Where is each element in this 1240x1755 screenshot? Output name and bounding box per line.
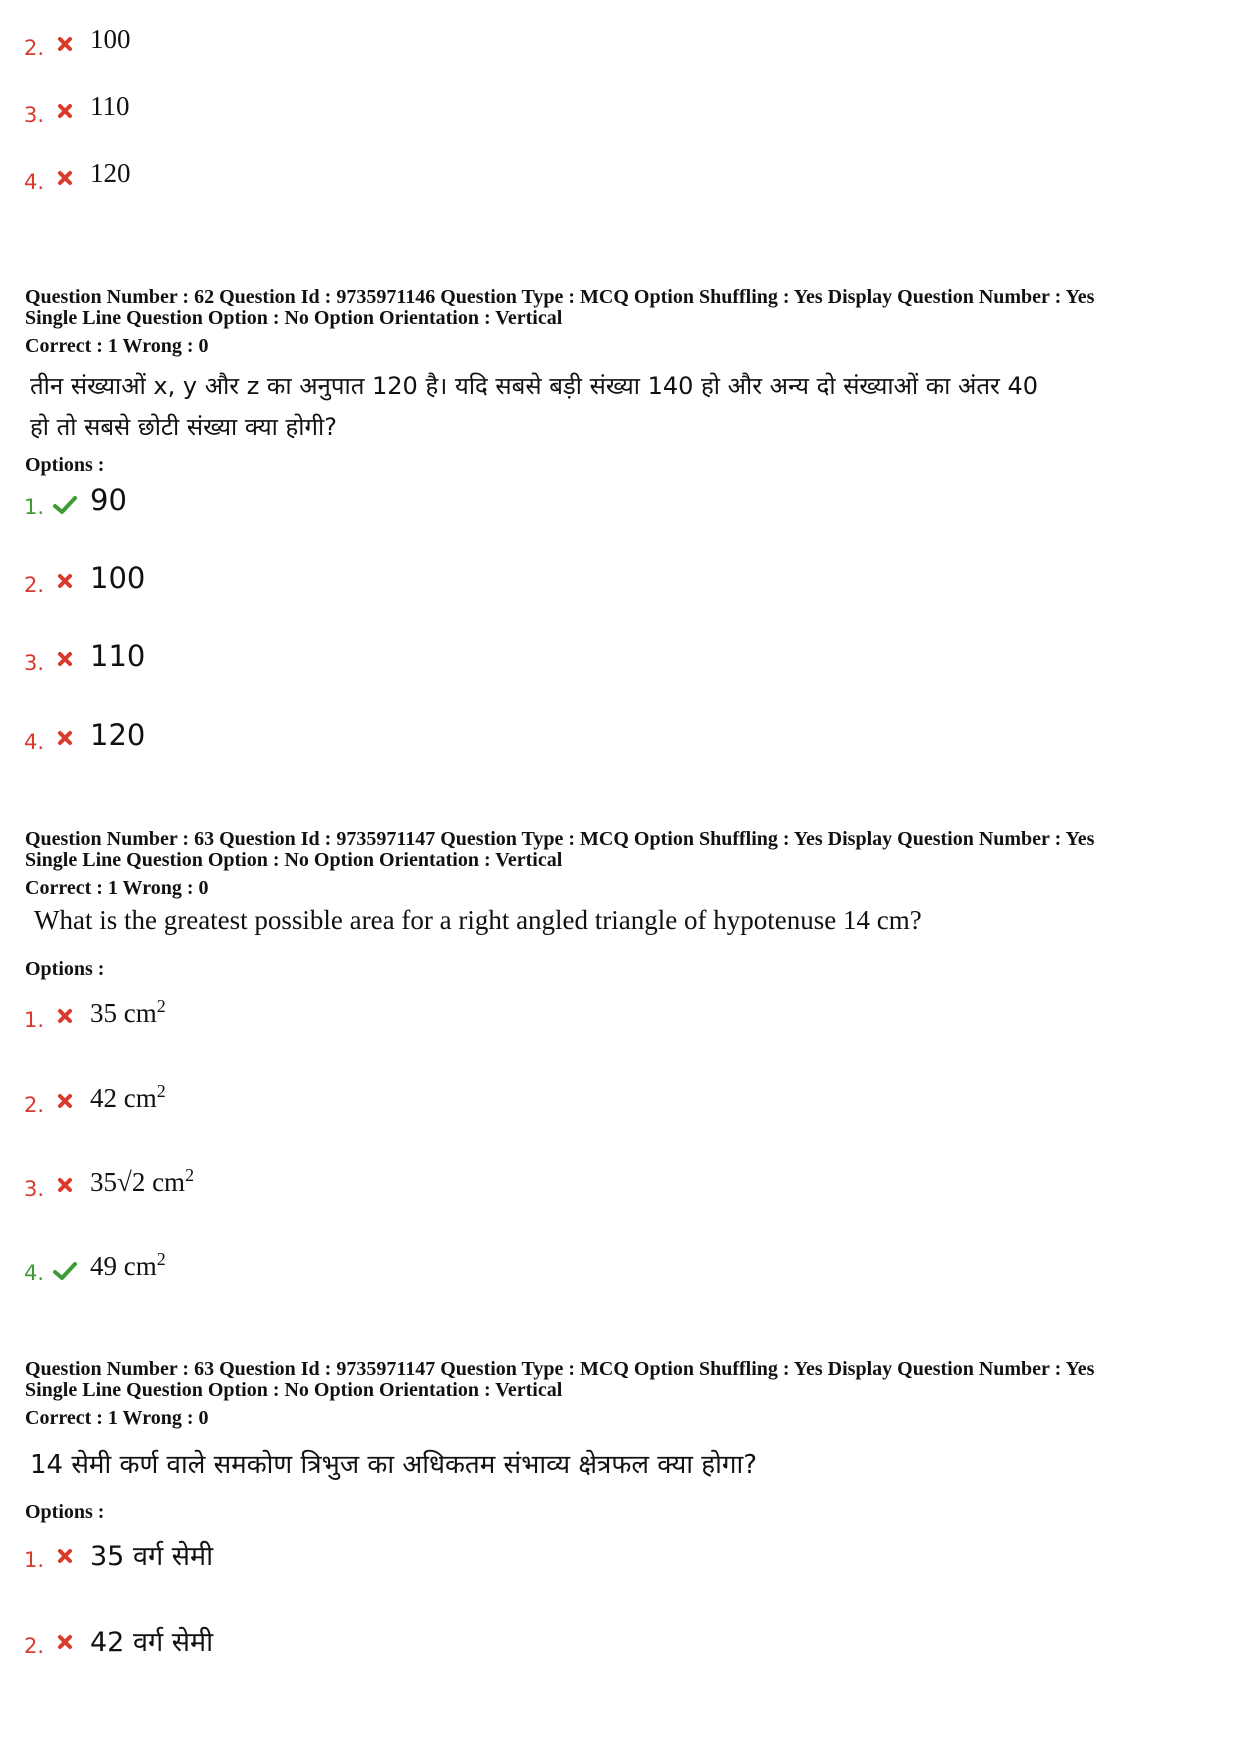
option-text: 49 $cm^2$ [90, 1249, 166, 1281]
option-text: 120 [90, 158, 131, 188]
score-meta: Correct : 1 Wrong : 0 [25, 335, 209, 357]
cross-icon [55, 1091, 75, 1111]
option-number: 1. [24, 495, 45, 519]
option-row [24, 24, 1024, 68]
option-row [24, 561, 1024, 605]
option-number: 2. [24, 1634, 45, 1658]
score-meta: Correct : 1 Wrong : 0 [25, 877, 209, 899]
check-icon [52, 1261, 78, 1281]
option-text: 35 $cm^2$ [90, 996, 166, 1028]
cross-icon [55, 34, 75, 54]
option-number: 2. [24, 573, 45, 597]
question-text: 14 सेमी कर्ण वाले समकोण त्रिभुज का अधिकतम संभाव्य क्षेत्रफल क्या होगा? [30, 1450, 758, 1480]
cross-icon [55, 1006, 75, 1026]
question-meta: Question Number : 62 Question Id : 9735971146 Question Type : MCQ Option Shuffling : Yes Display Question Number : Yes [25, 286, 1095, 308]
option-number: 4. [24, 730, 45, 754]
option-text: 35 वर्ग सेमी [90, 1541, 214, 1572]
option-row [24, 483, 1024, 527]
option-row [24, 1249, 1024, 1293]
question-text: What is the greatest possible area for a right angled triangle of hypotenuse 14 cm? [34, 905, 922, 935]
option-row [24, 1626, 1024, 1666]
cross-icon [55, 649, 75, 669]
option-text: 35√2 $cm^2$ [90, 1165, 195, 1197]
option-row [24, 158, 1024, 202]
option-text: 100 [90, 24, 131, 54]
option-number: 3. [24, 103, 45, 127]
question-meta: Single Line Question Option : No Option Orientation : Vertical [25, 1379, 563, 1401]
option-text: 100 [90, 561, 146, 595]
option-row [24, 1540, 1024, 1580]
options-label: Options : [25, 958, 105, 980]
check-icon [52, 495, 78, 515]
question-meta: Single Line Question Option : No Option Orientation : Vertical [25, 849, 563, 871]
option-number: 3. [24, 651, 45, 675]
option-text: 110 [90, 639, 146, 673]
cross-icon [55, 1632, 75, 1652]
option-row [24, 91, 1024, 135]
option-row [24, 1165, 1024, 1209]
question-meta: Question Number : 63 Question Id : 9735971147 Question Type : MCQ Option Shuffling : Yes Display Question Number : Yes [25, 1358, 1095, 1380]
score-meta: Correct : 1 Wrong : 0 [25, 1407, 209, 1429]
question-meta: Single Line Question Option : No Option Orientation : Vertical [25, 307, 563, 329]
option-number: 4. [24, 1261, 45, 1285]
option-row [24, 1081, 1024, 1125]
cross-icon [55, 571, 75, 591]
cross-icon [55, 1546, 75, 1566]
option-number: 4. [24, 170, 45, 194]
option-text: 42 $cm^2$ [90, 1081, 166, 1113]
option-number: 2. [24, 36, 45, 60]
option-row [24, 996, 1024, 1040]
options-label: Options : [25, 1501, 105, 1523]
option-number: 3. [24, 1177, 45, 1201]
option-text: 120 [90, 718, 146, 752]
option-number: 1. [24, 1008, 45, 1032]
question-text: तीन संख्याओं x, y और z का अनुपात 120 है। यदि सबसे बड़ी संख्या 140 हो और अन्य दो संख्याओं का अंतर 40 [30, 372, 1039, 400]
option-row [24, 639, 1024, 683]
cross-icon [55, 1175, 75, 1195]
cross-icon [55, 728, 75, 748]
option-text: 42 वर्ग सेमी [90, 1627, 214, 1658]
option-text: 110 [90, 91, 130, 121]
option-row [24, 718, 1024, 762]
option-text: 90 [90, 483, 127, 517]
question-text: हो तो सबसे छोटी संख्या क्या होगी? [30, 413, 337, 441]
options-label: Options : [25, 454, 105, 476]
cross-icon [55, 168, 75, 188]
option-number: 1. [24, 1548, 45, 1572]
option-number: 2. [24, 1093, 45, 1117]
cross-icon [55, 101, 75, 121]
question-meta: Question Number : 63 Question Id : 9735971147 Question Type : MCQ Option Shuffling : Yes Display Question Number : Yes [25, 828, 1095, 850]
